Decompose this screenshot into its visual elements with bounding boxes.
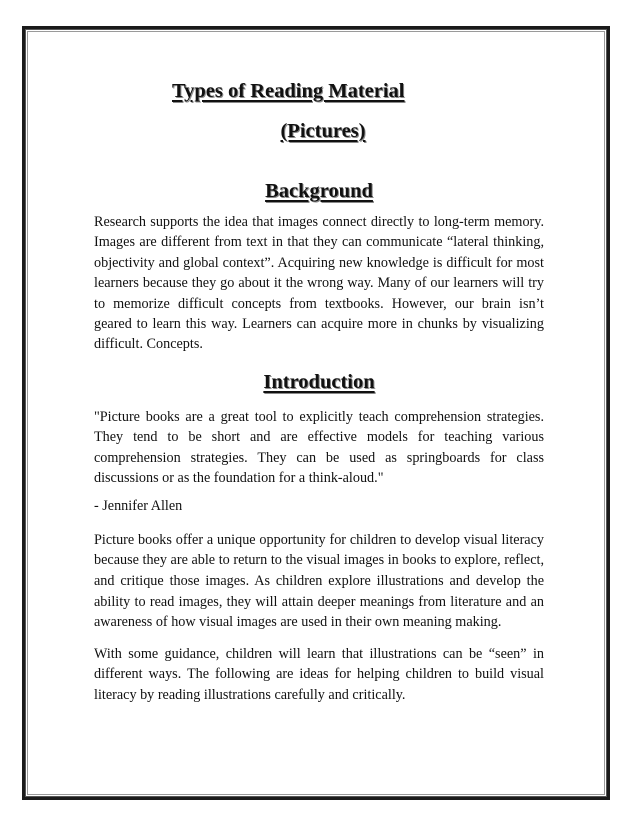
document-subtitle: (Pictures) bbox=[280, 120, 366, 142]
background-paragraph: Research supports the idea that images connect directly to long-term memory. Images are different from text in that they can communicate “lateral thinking, objectivity and global context”. Acquiring new knowledge is difficult for most learners because they go about it the wrong way. Many of our learners will try to memorize difficult concepts from textbooks. However, our brain isn’t geared to learn this way. Learners can acquire more in chunks by visualizing difficult. Concepts. bbox=[94, 214, 544, 353]
document-title: Types of Reading Material bbox=[172, 80, 405, 102]
quote-author: - Jennifer Allen bbox=[94, 498, 183, 515]
document-body bbox=[94, 78, 544, 706]
introduction-quote: "Picture books are a great tool to explicitly teach comprehension strategies. They tend to be short and are effective models for teaching various comprehension strategies. They can be used as springboards for class discussions or as the foundation for a think-aloud." bbox=[94, 408, 544, 487]
picture-books-paragraph: Picture books offer a unique opportunity for children to develop visual literacy because they are able to return to the visual images in books to explore, reflect, and critique those images. As children explore illustrations and develop the ability to read images, they will attain deeper meanings from literature and an awareness of how visual images are used in their own meaning making. bbox=[94, 531, 544, 631]
guidance-paragraph: With some guidance, children will learn that illustrations can be “seen” in different ways. The following are ideas for helping children to build visual literacy by reading illustrations carefully and critically. bbox=[94, 645, 544, 704]
section-heading-background: Background bbox=[265, 180, 373, 202]
section-heading-introduction: Introduction bbox=[263, 370, 375, 393]
